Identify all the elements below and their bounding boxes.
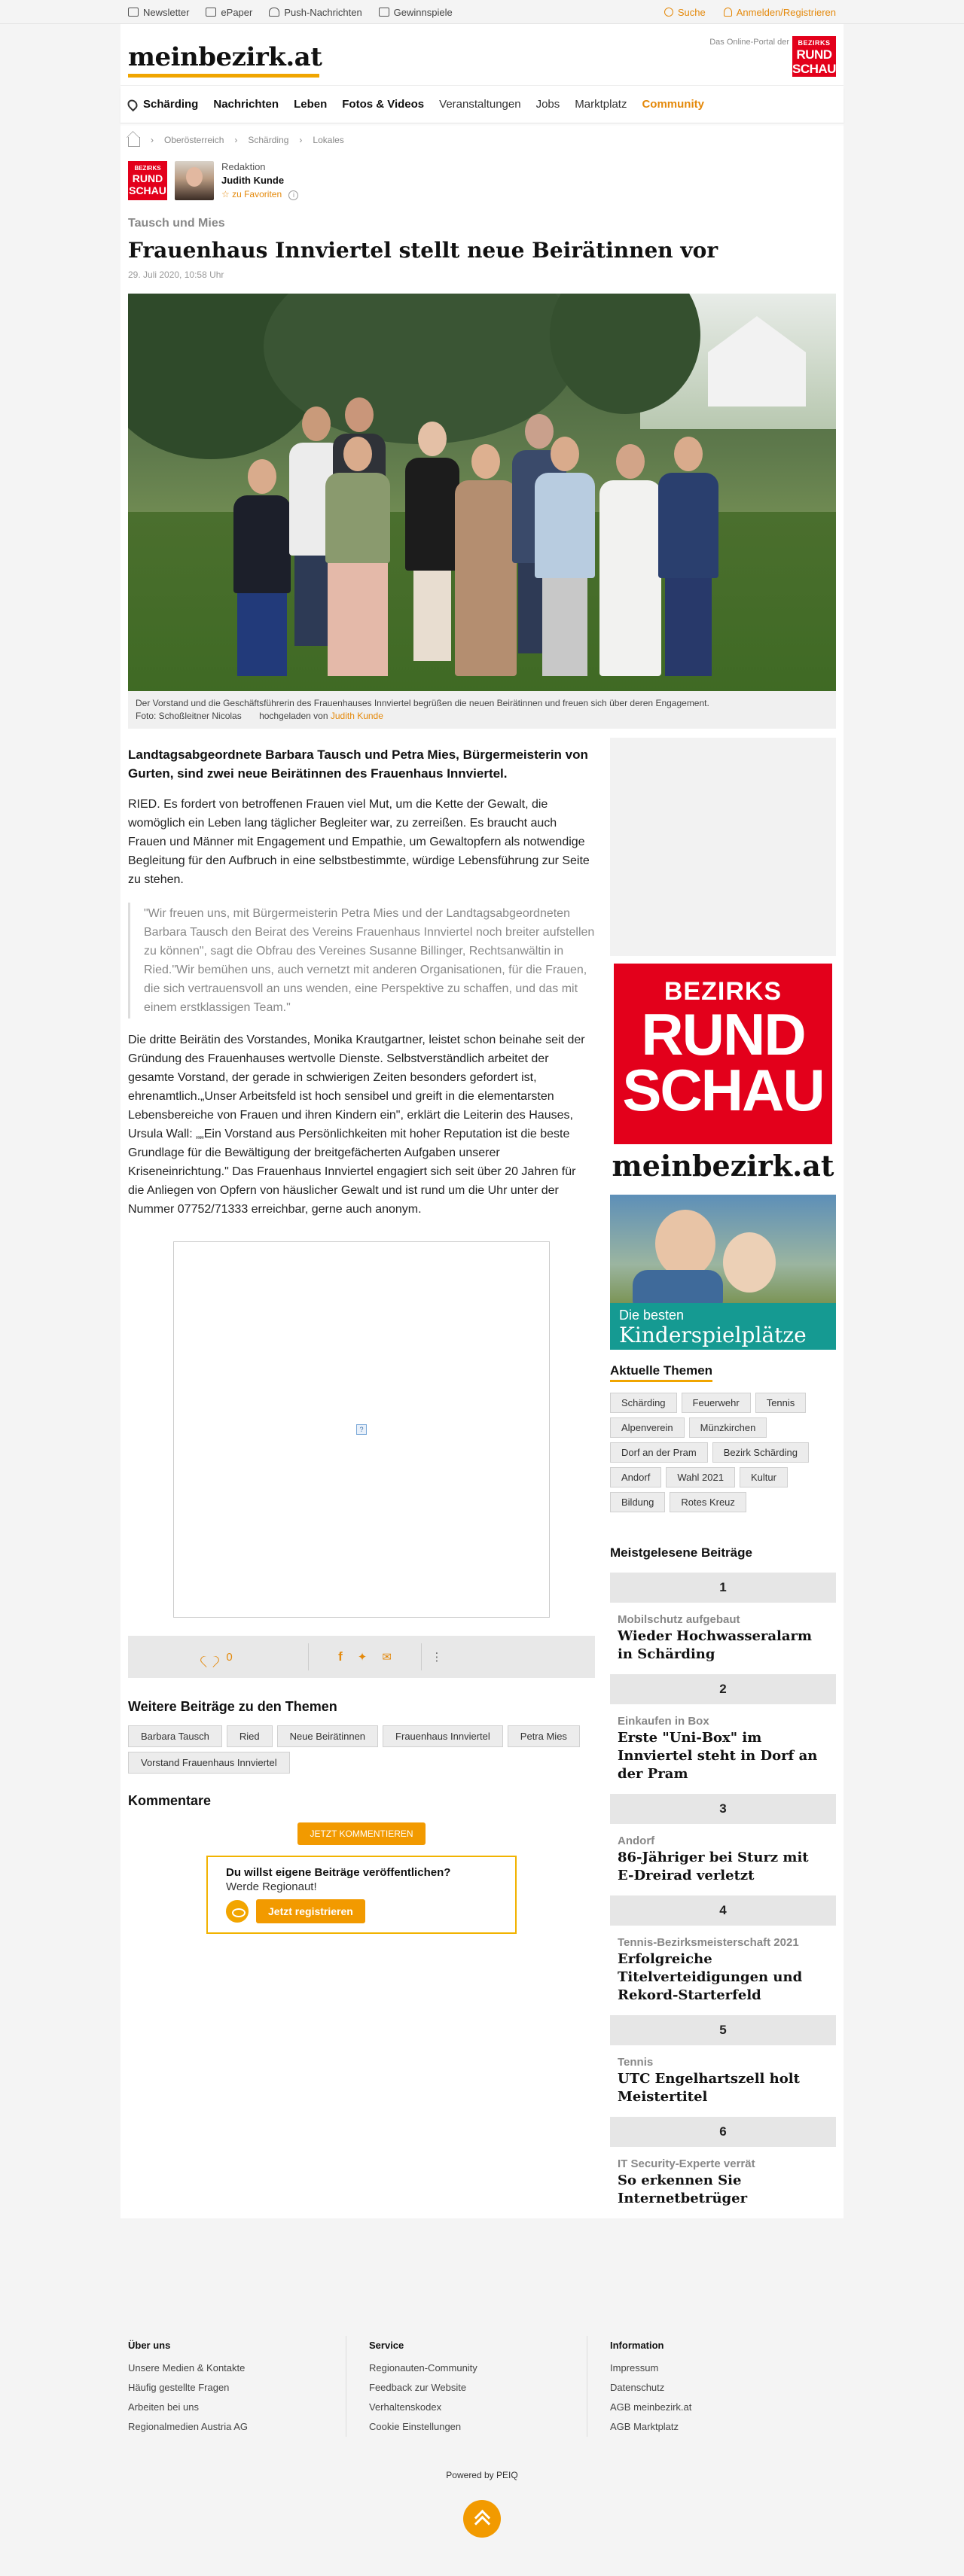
ad-placeholder xyxy=(610,738,836,956)
top-bar xyxy=(0,0,964,24)
footer-link[interactable]: Impressum xyxy=(610,2362,659,2374)
main-nav xyxy=(120,86,844,123)
content-columns xyxy=(120,729,844,2218)
person xyxy=(455,444,517,676)
register-button[interactable]: Jetzt registrieren xyxy=(256,1899,365,1923)
rundschau-ad-logo: BEZIRKS RUND SCHAU xyxy=(614,964,832,1144)
related-heading: Weitere Beiträge zu den Themen xyxy=(128,1699,337,1714)
most-read-item[interactable]: 4 Tennis-Bezirksmeisterschaft 2021 Erfolgreiche Titelverteidigungen und Rekord-Starterfeld xyxy=(610,1895,836,2005)
footer-link[interactable]: Arbeiten bei uns xyxy=(128,2401,199,2413)
author-meta xyxy=(221,160,298,201)
article-hero-image[interactable] xyxy=(128,294,836,691)
newsletter-link[interactable]: Newsletter xyxy=(128,7,189,18)
author-name[interactable]: Judith Kunde xyxy=(221,175,285,186)
star-icon: ☆ xyxy=(221,189,233,199)
nav-veranstaltungen[interactable]: Veranstaltungen xyxy=(439,98,521,111)
author-box xyxy=(120,157,844,205)
epaper-link[interactable]: ePaper xyxy=(206,7,252,18)
footer-link[interactable]: Verhaltenskodex xyxy=(369,2401,442,2413)
article-kicker: Tausch und Mies xyxy=(128,217,225,230)
nav-marktplatz[interactable]: Marktplatz xyxy=(575,98,627,111)
nav-location[interactable]: Schärding xyxy=(128,98,198,111)
bezirksrundschau-logo-small: BEZIRKS RUND SCHAU xyxy=(128,161,167,200)
footer-link[interactable]: Unsere Medien & Kontakte xyxy=(128,2362,246,2374)
article-title: Frauenhaus Innviertel stellt neue Beirätinnen vor xyxy=(128,238,718,263)
footer-link[interactable]: Cookie Einstellungen xyxy=(369,2421,462,2432)
location-pin-icon xyxy=(126,98,139,111)
topic-tag[interactable]: Bildung xyxy=(610,1492,665,1512)
topics-heading: Aktuelle Themen xyxy=(610,1363,712,1382)
push-link[interactable]: Push-Nachrichten xyxy=(269,7,362,18)
like-button[interactable]: 0 xyxy=(128,1643,309,1670)
topic-tag[interactable]: Schärding xyxy=(610,1393,677,1413)
user-icon xyxy=(724,8,732,17)
site-header xyxy=(120,24,844,86)
topic-tag[interactable]: Rotes Kreuz xyxy=(670,1492,746,1512)
bell-icon xyxy=(269,8,279,17)
newspaper-icon xyxy=(206,8,216,17)
broken-image-icon: ? xyxy=(356,1424,367,1435)
footer-link[interactable]: Regionauten-Community xyxy=(369,2362,477,2374)
most-read-item[interactable]: 5 Tennis UTC Engelhartszell holt Meistertitel xyxy=(610,2015,836,2106)
topic-tag[interactable]: Andorf xyxy=(610,1467,661,1487)
related-tag[interactable]: Ried xyxy=(227,1725,273,1747)
footer-link[interactable]: Feedback zur Website xyxy=(369,2382,467,2393)
gewinnspiele-link[interactable]: Gewinnspiele xyxy=(379,7,453,18)
footer-link[interactable]: Häufig gestellte Fragen xyxy=(128,2382,230,2393)
topic-tag[interactable]: Dorf an der Pram xyxy=(610,1442,708,1463)
article-lead: Landtagsabgeordnete Barbara Tausch und Petra Mies, Bürgermeisterin von Gurten, sind zwei neue Beirätinnen des Frauenhaus Innviertel. xyxy=(128,748,588,781)
article-paragraph: Die dritte Beirätin des Vorstandes, Monika Krautgartner, leistet schon beinahe seit der Gründung des Frauenhauses wertvolle Dienste. Selbstverständlich arbeitet der gesamte Vorstand, der gerade in schwierigen Zeiten besonders gefordert ist, ehrenamtlich.„Unser Arbeitsfeld ist hoch sensibel und greift in die elementarsten Lebensbereiche von Frauen und ihren Kindern ein", erklärt die Leiterin des Hauses, Ursula Wall: „„Ein Vorstand aus Persönlichkeiten mit hoher Reputation ist die beste Grundlage für die Bewältigung der breitgefächerten Aufgaben unserer Kriseneinrichtung." Das Frauenhaus Innviertel engagiert sich seit über 20 Jahren für die Anliegen von Opfern von häuslicher Gewalt und ist rund um die Uhr unter der Nummer 07752/71333 erreichbar, gerne auch anonym. xyxy=(128,1034,585,1216)
related-tag[interactable]: Barbara Tausch xyxy=(128,1725,222,1747)
info-icon[interactable]: i xyxy=(288,190,298,200)
author-role: Redaktion xyxy=(221,161,266,172)
topic-tag[interactable]: Bezirk Schärding xyxy=(712,1442,809,1463)
footer-column: Über uns Unsere Medien & Kontakte Häufig gestellte Fragen Arbeiten bei uns Regionalmedien Austria AG xyxy=(128,2336,346,2437)
topic-tag[interactable]: Münzkirchen xyxy=(689,1417,767,1438)
ad-url: meinbezirk.at xyxy=(612,1149,834,1183)
logo-underline xyxy=(128,74,319,78)
mail-icon xyxy=(128,8,139,17)
portal-note: Das Online-Portal der xyxy=(709,38,789,47)
child-figure xyxy=(723,1232,776,1293)
breadcrumb xyxy=(120,123,844,157)
chevron-right-icon: › xyxy=(234,135,238,145)
footer-link[interactable]: Regionalmedien Austria AG xyxy=(128,2421,248,2432)
topic-tag[interactable]: Wahl 2021 xyxy=(666,1467,735,1487)
regionaut-eye-icon xyxy=(226,1900,249,1923)
author-avatar[interactable] xyxy=(175,161,214,200)
topic-tag[interactable]: Alpenverein xyxy=(610,1417,685,1438)
nav-leben[interactable]: Leben xyxy=(294,98,328,111)
comment-button[interactable]: JETZT KOMMENTIEREN xyxy=(297,1822,425,1845)
most-read-item[interactable]: 1 Mobilschutz aufgebaut Wieder Hochwasseralarm in Schärding xyxy=(610,1573,836,1664)
twitter-icon[interactable]: ✦ xyxy=(357,1651,368,1664)
comments-heading: Kommentare xyxy=(128,1793,212,1808)
related-tag[interactable]: Vorstand Frauenhaus Innviertel xyxy=(128,1752,290,1774)
heart-icon xyxy=(203,1652,215,1662)
image-caption: Der Vorstand und die Geschäftsführerin des Frauenhauses Innviertel begrüßen die neuen Beirätinnen und freuen sich über deren Engagement. Foto: Schoßleitner Nicolas hochgeladen von Judith Kunde xyxy=(128,691,836,729)
chevron-right-icon: › xyxy=(299,135,303,145)
chevron-right-icon: › xyxy=(151,135,154,145)
topic-tags xyxy=(610,1393,836,1512)
person xyxy=(599,444,661,676)
person xyxy=(405,422,459,661)
search-link[interactable]: Suche xyxy=(664,7,706,18)
favorite-link[interactable]: ☆ zu Favoriten i xyxy=(221,187,298,201)
nav-jobs[interactable]: Jobs xyxy=(535,98,560,111)
bezirksrundschau-logo[interactable]: BEZIRKS RUND SCHAU xyxy=(792,36,836,77)
footer-link[interactable]: AGB Marktplatz xyxy=(610,2421,679,2432)
article-quote: "Wir freuen uns, mit Bürgermeisterin Petra Mies und der Landtagsabgeordneten Barbara Tausch den Beirat des Vereins Frauenhaus Innviertel noch breiter aufstellen zu können", sagt die Obfrau des Vereines Susanne Billinger, Rechtsanwältin in Ried."Wir bemühen uns, auch vernetzt mit anderen Organisationen, für die Frauen, die sich vertrauensvoll an uns wenden, eine Perspektive zu schaffen, und das mit einem erstklassigen Team." xyxy=(128,903,595,1019)
article-date: 29. Juli 2020, 10:58 Uhr xyxy=(128,269,224,280)
search-icon xyxy=(664,8,673,17)
person xyxy=(325,437,390,676)
most-read-item[interactable]: 2 Einkaufen in Box Erste "Uni-Box" im Innviertel steht in Dorf an der Pram xyxy=(610,1674,836,1783)
breadcrumb-item[interactable]: Oberösterreich xyxy=(164,135,224,145)
child-figure xyxy=(655,1210,715,1277)
person xyxy=(535,437,595,676)
regionaut-cta: Du willst eigene Beiträge veröffentlichen? Werde Regionaut! Jetzt registrieren xyxy=(206,1856,517,1934)
playground-ad-banner: Die besten Kinderspielplätze xyxy=(610,1303,836,1350)
scroll-to-top-button[interactable] xyxy=(463,2500,501,2538)
playground-ad[interactable] xyxy=(610,1195,836,1350)
gift-icon xyxy=(379,8,389,17)
most-read-list xyxy=(610,1573,836,2208)
footer-column: Service Regionauten-Community Feedback zur Website Verhaltenskodex Cookie Einstellungen xyxy=(369,2336,587,2437)
person xyxy=(658,437,718,676)
breadcrumb-item[interactable]: Schärding xyxy=(248,135,289,145)
action-bar xyxy=(128,1636,595,1678)
topic-tag[interactable]: Kultur xyxy=(740,1467,788,1487)
most-read-item[interactable]: 3 Andorf 86-Jähriger bei Sturz mit E-Dreirad verletzt xyxy=(610,1794,836,1885)
topic-tag[interactable]: Tennis xyxy=(755,1393,807,1413)
nav-community[interactable]: Community xyxy=(642,98,704,111)
related-tag[interactable]: Frauenhaus Innviertel xyxy=(383,1725,503,1747)
site-logo[interactable]: meinbezirk.at xyxy=(128,42,322,72)
email-share-icon[interactable]: ✉ xyxy=(382,1651,392,1664)
nav-nachrichten[interactable]: Nachrichten xyxy=(213,98,279,111)
embed-frame[interactable] xyxy=(173,1241,550,1618)
uploader-link[interactable]: Judith Kunde xyxy=(330,711,383,721)
main-wrapper xyxy=(120,24,844,2218)
most-read-item[interactable]: 6 IT Security-Experte verrät So erkennen Sie Internetbetrüger xyxy=(610,2117,836,2208)
related-tag[interactable]: Neue Beirätinnen xyxy=(277,1725,378,1747)
more-options-icon[interactable]: ⋮ xyxy=(431,1651,443,1664)
facebook-icon[interactable]: f xyxy=(338,1649,343,1664)
article-body xyxy=(128,729,595,2218)
login-link[interactable]: Anmelden/Registrieren xyxy=(724,7,836,18)
breadcrumb-item[interactable]: Lokales xyxy=(313,135,344,145)
sidebar xyxy=(610,729,836,2218)
footer-column: Information Impressum Datenschutz AGB meinbezirk.at AGB Marktplatz xyxy=(610,2336,828,2437)
article-paragraph: RIED. Es fordert von betroffenen Frauen viel Mut, um die Kette der Gewalt, die womöglich ein Leben lang täglicher Begleiter war, zu zerreißen. Es braucht auch Frauen und Männer mit Engagement und Empathie, um Gewaltopfern als notwendige Begleitung für den Aufbruch in eine selbstbestimmte, würdige Lebensführung zur Seite zu stehen. xyxy=(128,798,590,886)
footer-link[interactable]: AGB meinbezirk.at xyxy=(610,2401,692,2413)
bezirksrundschau-ad[interactable] xyxy=(610,964,836,1183)
most-read-heading: Meistgelesene Beiträge xyxy=(610,1545,752,1560)
footer-link[interactable]: Datenschutz xyxy=(610,2382,665,2393)
related-tags xyxy=(128,1725,595,1774)
home-icon[interactable] xyxy=(128,137,140,147)
related-tag[interactable]: Petra Mies xyxy=(508,1725,580,1747)
person xyxy=(233,459,291,676)
share-group xyxy=(309,1643,422,1670)
topic-tag[interactable]: Feuerwehr xyxy=(682,1393,751,1413)
site-footer xyxy=(0,2301,964,2576)
powered-by: Powered by PEIQ xyxy=(446,2470,518,2480)
nav-fotos-videos[interactable]: Fotos & Videos xyxy=(342,98,425,111)
